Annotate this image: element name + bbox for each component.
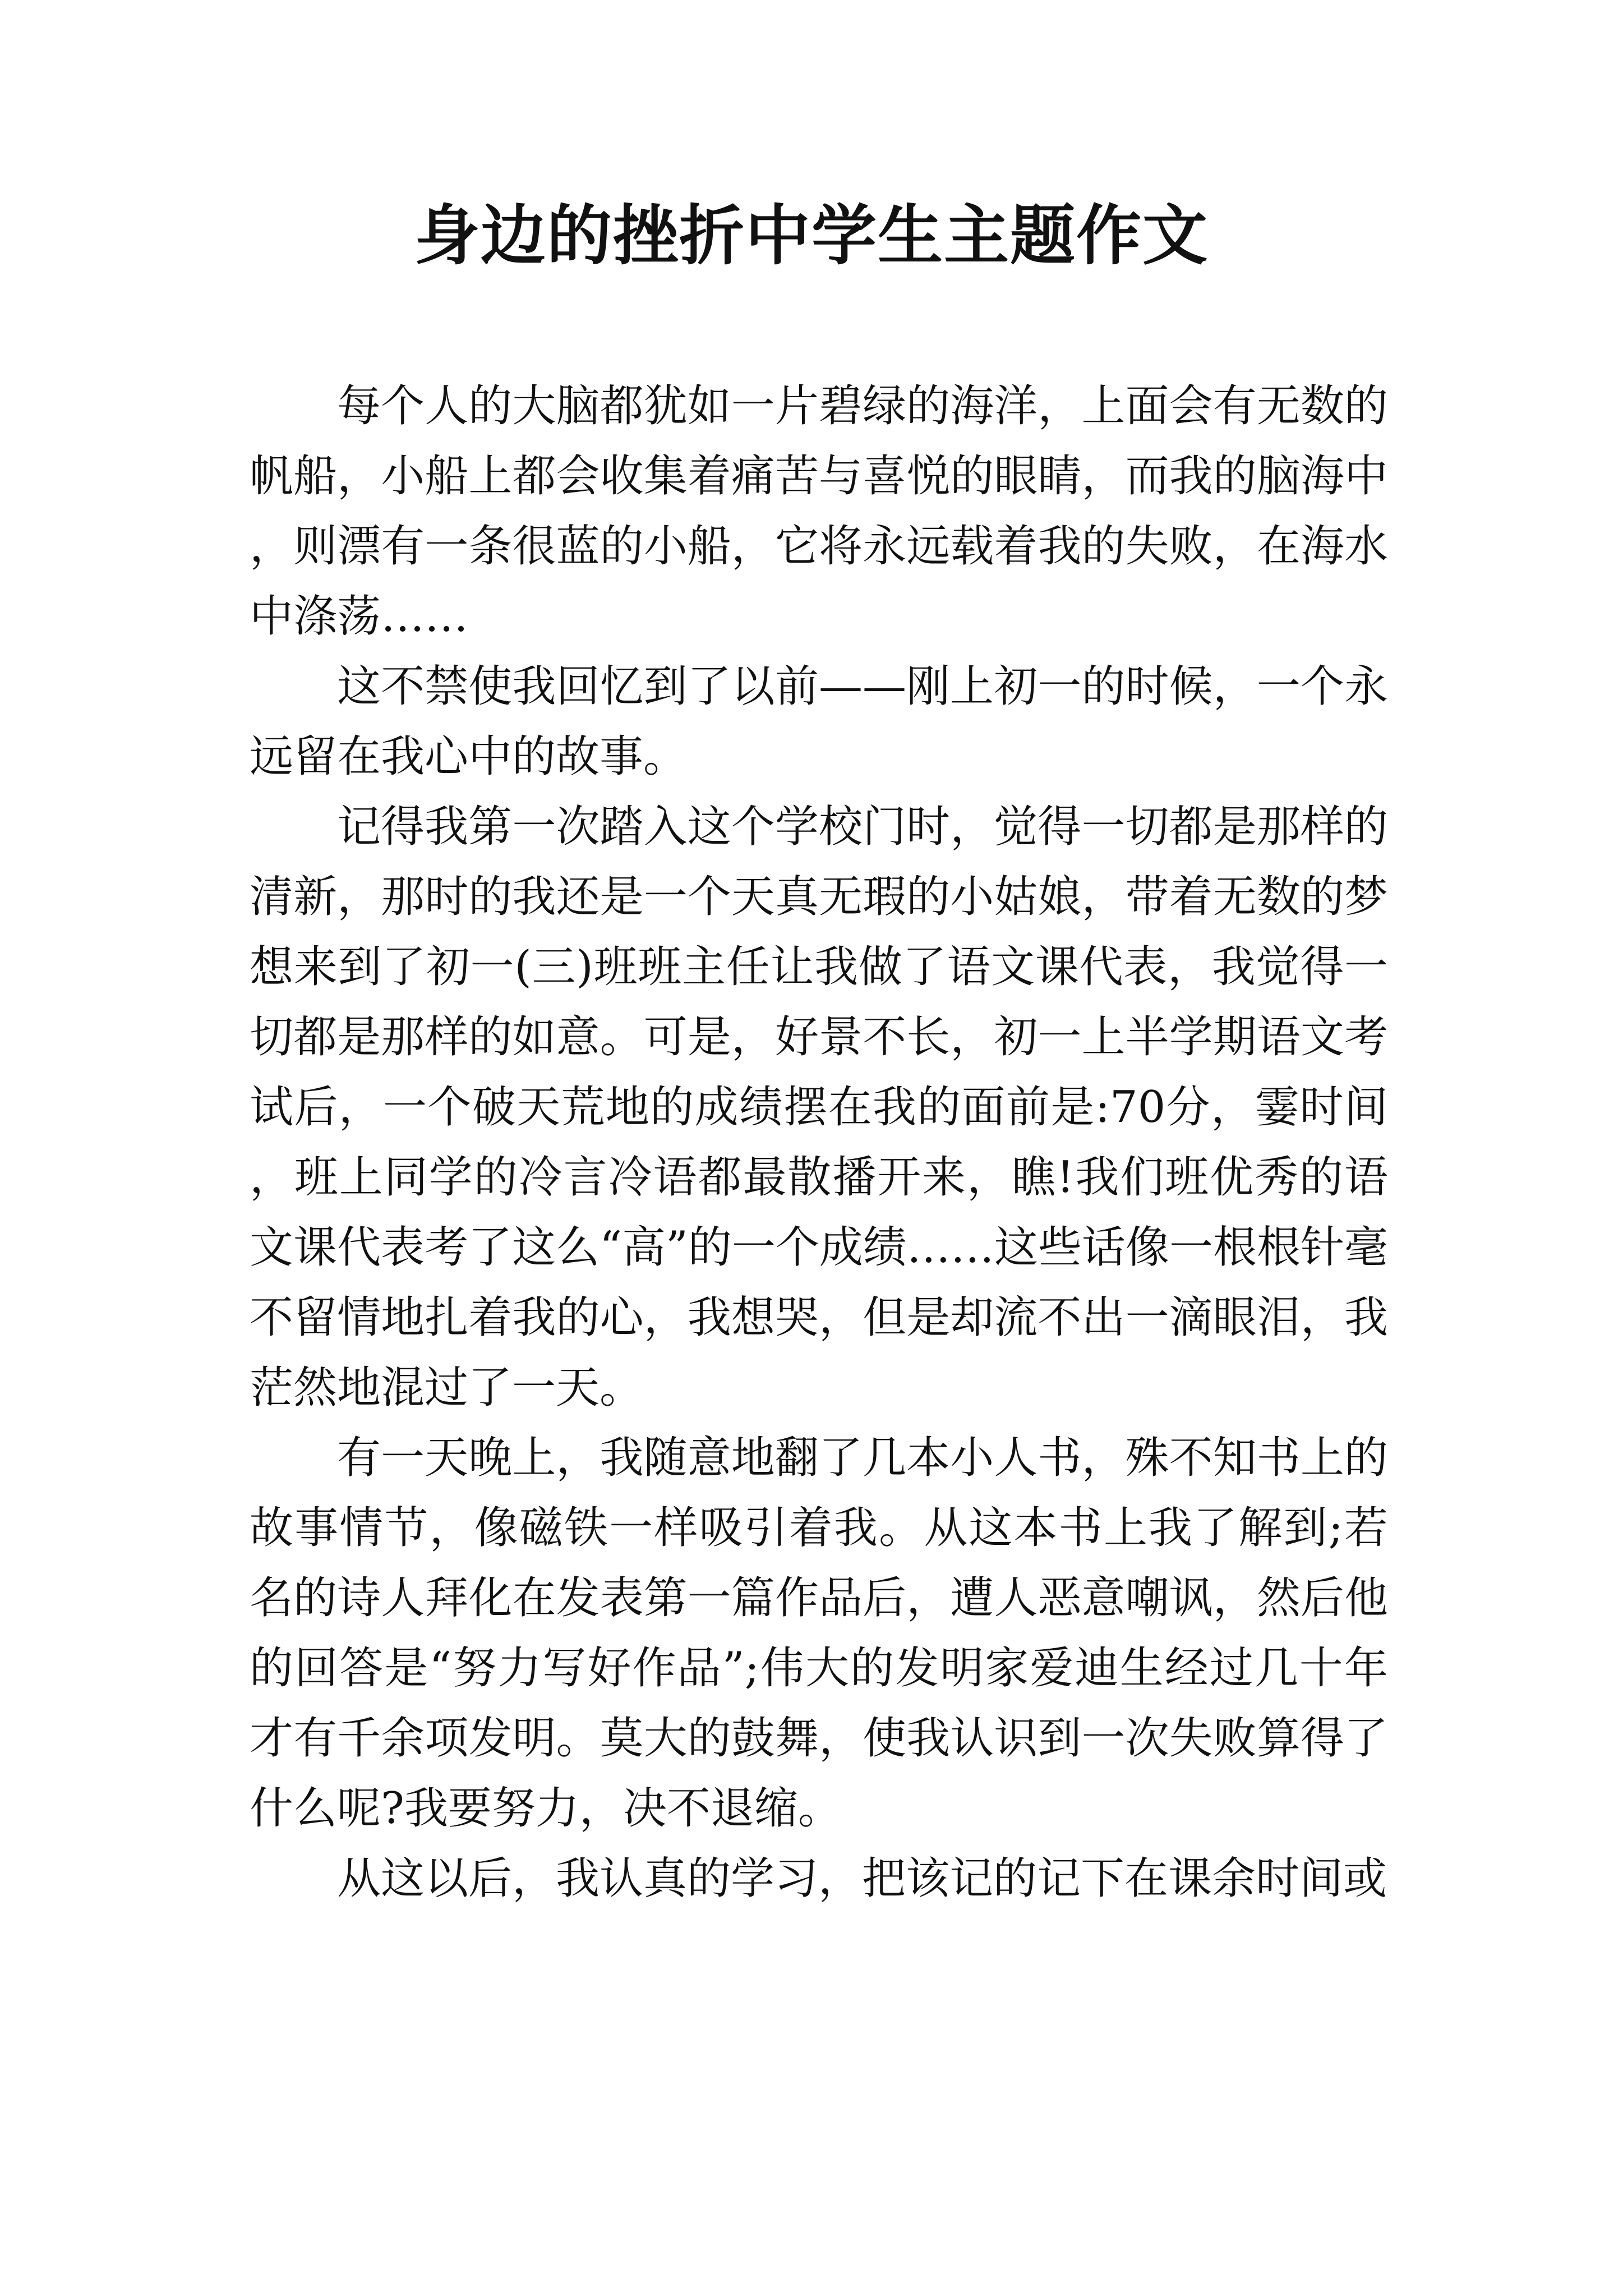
document-title: 身边的挫折中学生主题作文 <box>414 197 1209 274</box>
paragraph-5: 从这以后，我认真的学习，把该记的记下在课余时间或 <box>337 1853 1387 1904</box>
paragraph-2: 这不禁使我回忆到了以前——刚上初一的时候，一个永远留在我心中的故事。 <box>250 661 1388 782</box>
document-body <box>250 371 1388 1914</box>
paragraph-4: 有一天晚上，我随意地翻了几本小人书，殊不知书上的故事情节，像磁铁一样吸引着我。从这本书上我了解到;若名的诗人拜化在发表第一篇作品后，遭人恶意嘲讽，然后他的回答是“努力写好作品”;伟大的发明家爱迪生经过几十年才有千余项发明。莫大的鼓舞，使我认识到一次失败算得了什么呢?我要努力，决不退缩。 <box>250 1433 1388 1834</box>
paragraph-3: 记得我第一次踏入这个学校门时，觉得一切都是那样的清新，那时的我还是一个天真无瑕的小姑娘，带着无数的梦想来到了初一(三)班班主任让我做了语文课代表，我觉得一切都是那样的如意。可是，好景不长，初一上半学期语文考试后，一个破天荒地的成绩摆在我的面前是:70分，霎时间，班上同学的冷言冷语都最散播开来，瞧!我们班优秀的语文课代表考了这么“高”的一个成绩……这些话像一根根针毫不留情地扎着我的心，我想哭，但是却流不出一滴眼泪，我茫然地混过了一天。 <box>250 802 1388 1413</box>
paragraph-1: 每个人的大脑都犹如一片碧绿的海洋，上面会有无数的帆船，小船上都会收集着痛苦与喜悦的眼睛，而我的脑海中，则漂有一条很蓝的小船，它将永远载着我的失败，在海水中涤荡…… <box>250 381 1388 642</box>
